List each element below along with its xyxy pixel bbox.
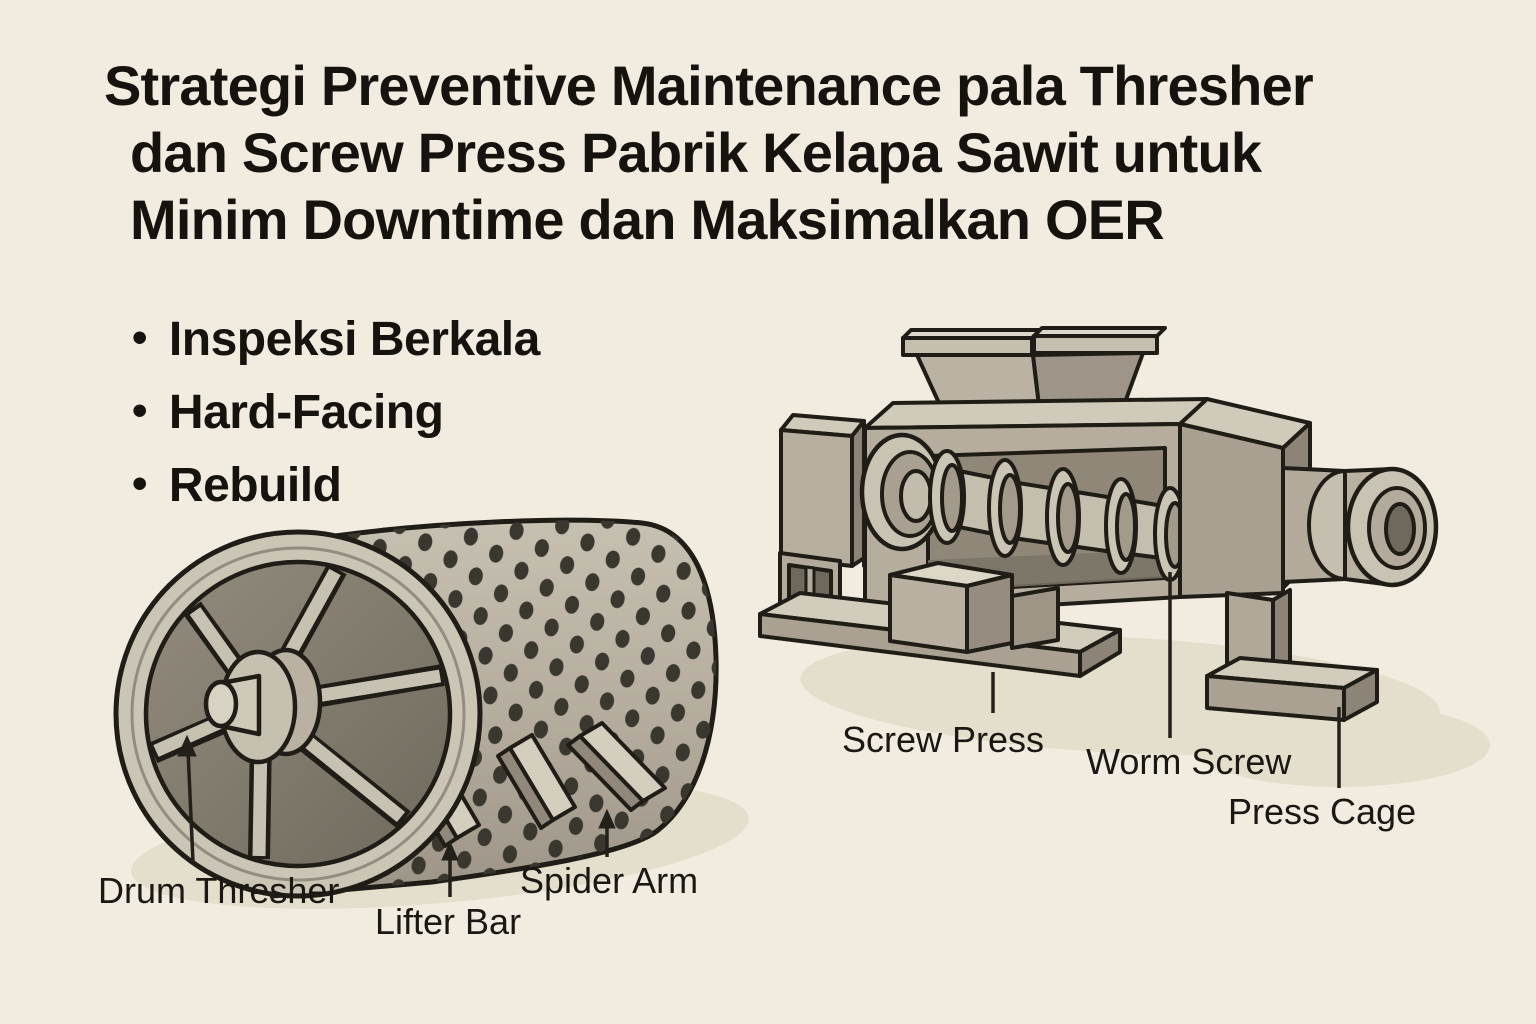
screw-flange [989,460,1021,556]
label-spider-arm: Spider Arm [520,860,699,901]
label-worm-screw: Worm Screw [1086,741,1292,782]
end-block-front-face [1180,424,1283,597]
bullet-icon: • [132,385,147,435]
label-screw-press: Screw Press [842,719,1045,760]
title-line-2: dan Screw Press Pabrik Kelapa Sawit untuk [130,121,1262,184]
label-press-cage: Press Cage [1228,791,1417,832]
hopper-rim-right [1034,336,1157,353]
label-drum-thresher: Drum Thresher [98,870,340,911]
list-item-label: Hard-Facing [168,386,444,439]
hopper-rim-left [903,338,1032,355]
screw-flange [1047,469,1079,565]
screw-flange [930,451,964,543]
list-item-label: Inspeksi Berkala [168,313,540,366]
list-item [132,376,540,449]
bullet-icon: • [132,312,147,362]
bullet-icon: • [132,458,147,508]
list-item [132,449,540,522]
tray-inner-panel [1012,588,1058,648]
tray-box-side [967,575,1012,652]
press-cage-end [1180,399,1436,597]
right-leg [1207,590,1377,720]
label-lifter-bar: Lifter Bar [375,901,522,942]
tray-box-front [890,575,967,652]
list-item [132,303,540,376]
title-line-3: Minim Downtime dan Maksimalkan OER [130,188,1164,251]
gearbox-tower [781,415,864,566]
list-item-label: Rebuild [168,459,342,512]
snout-outlet-hole [1386,504,1414,554]
title-line-1: Strategi Preventive Maintenance pala Thresher [104,54,1313,117]
screw-flange [1106,479,1136,573]
tower-front-face [781,430,852,566]
shaft-stub-cap [206,682,236,726]
maintenance-strategy-list [132,303,540,522]
page-title [104,52,1474,253]
drum-thresher-illustration [116,520,716,896]
